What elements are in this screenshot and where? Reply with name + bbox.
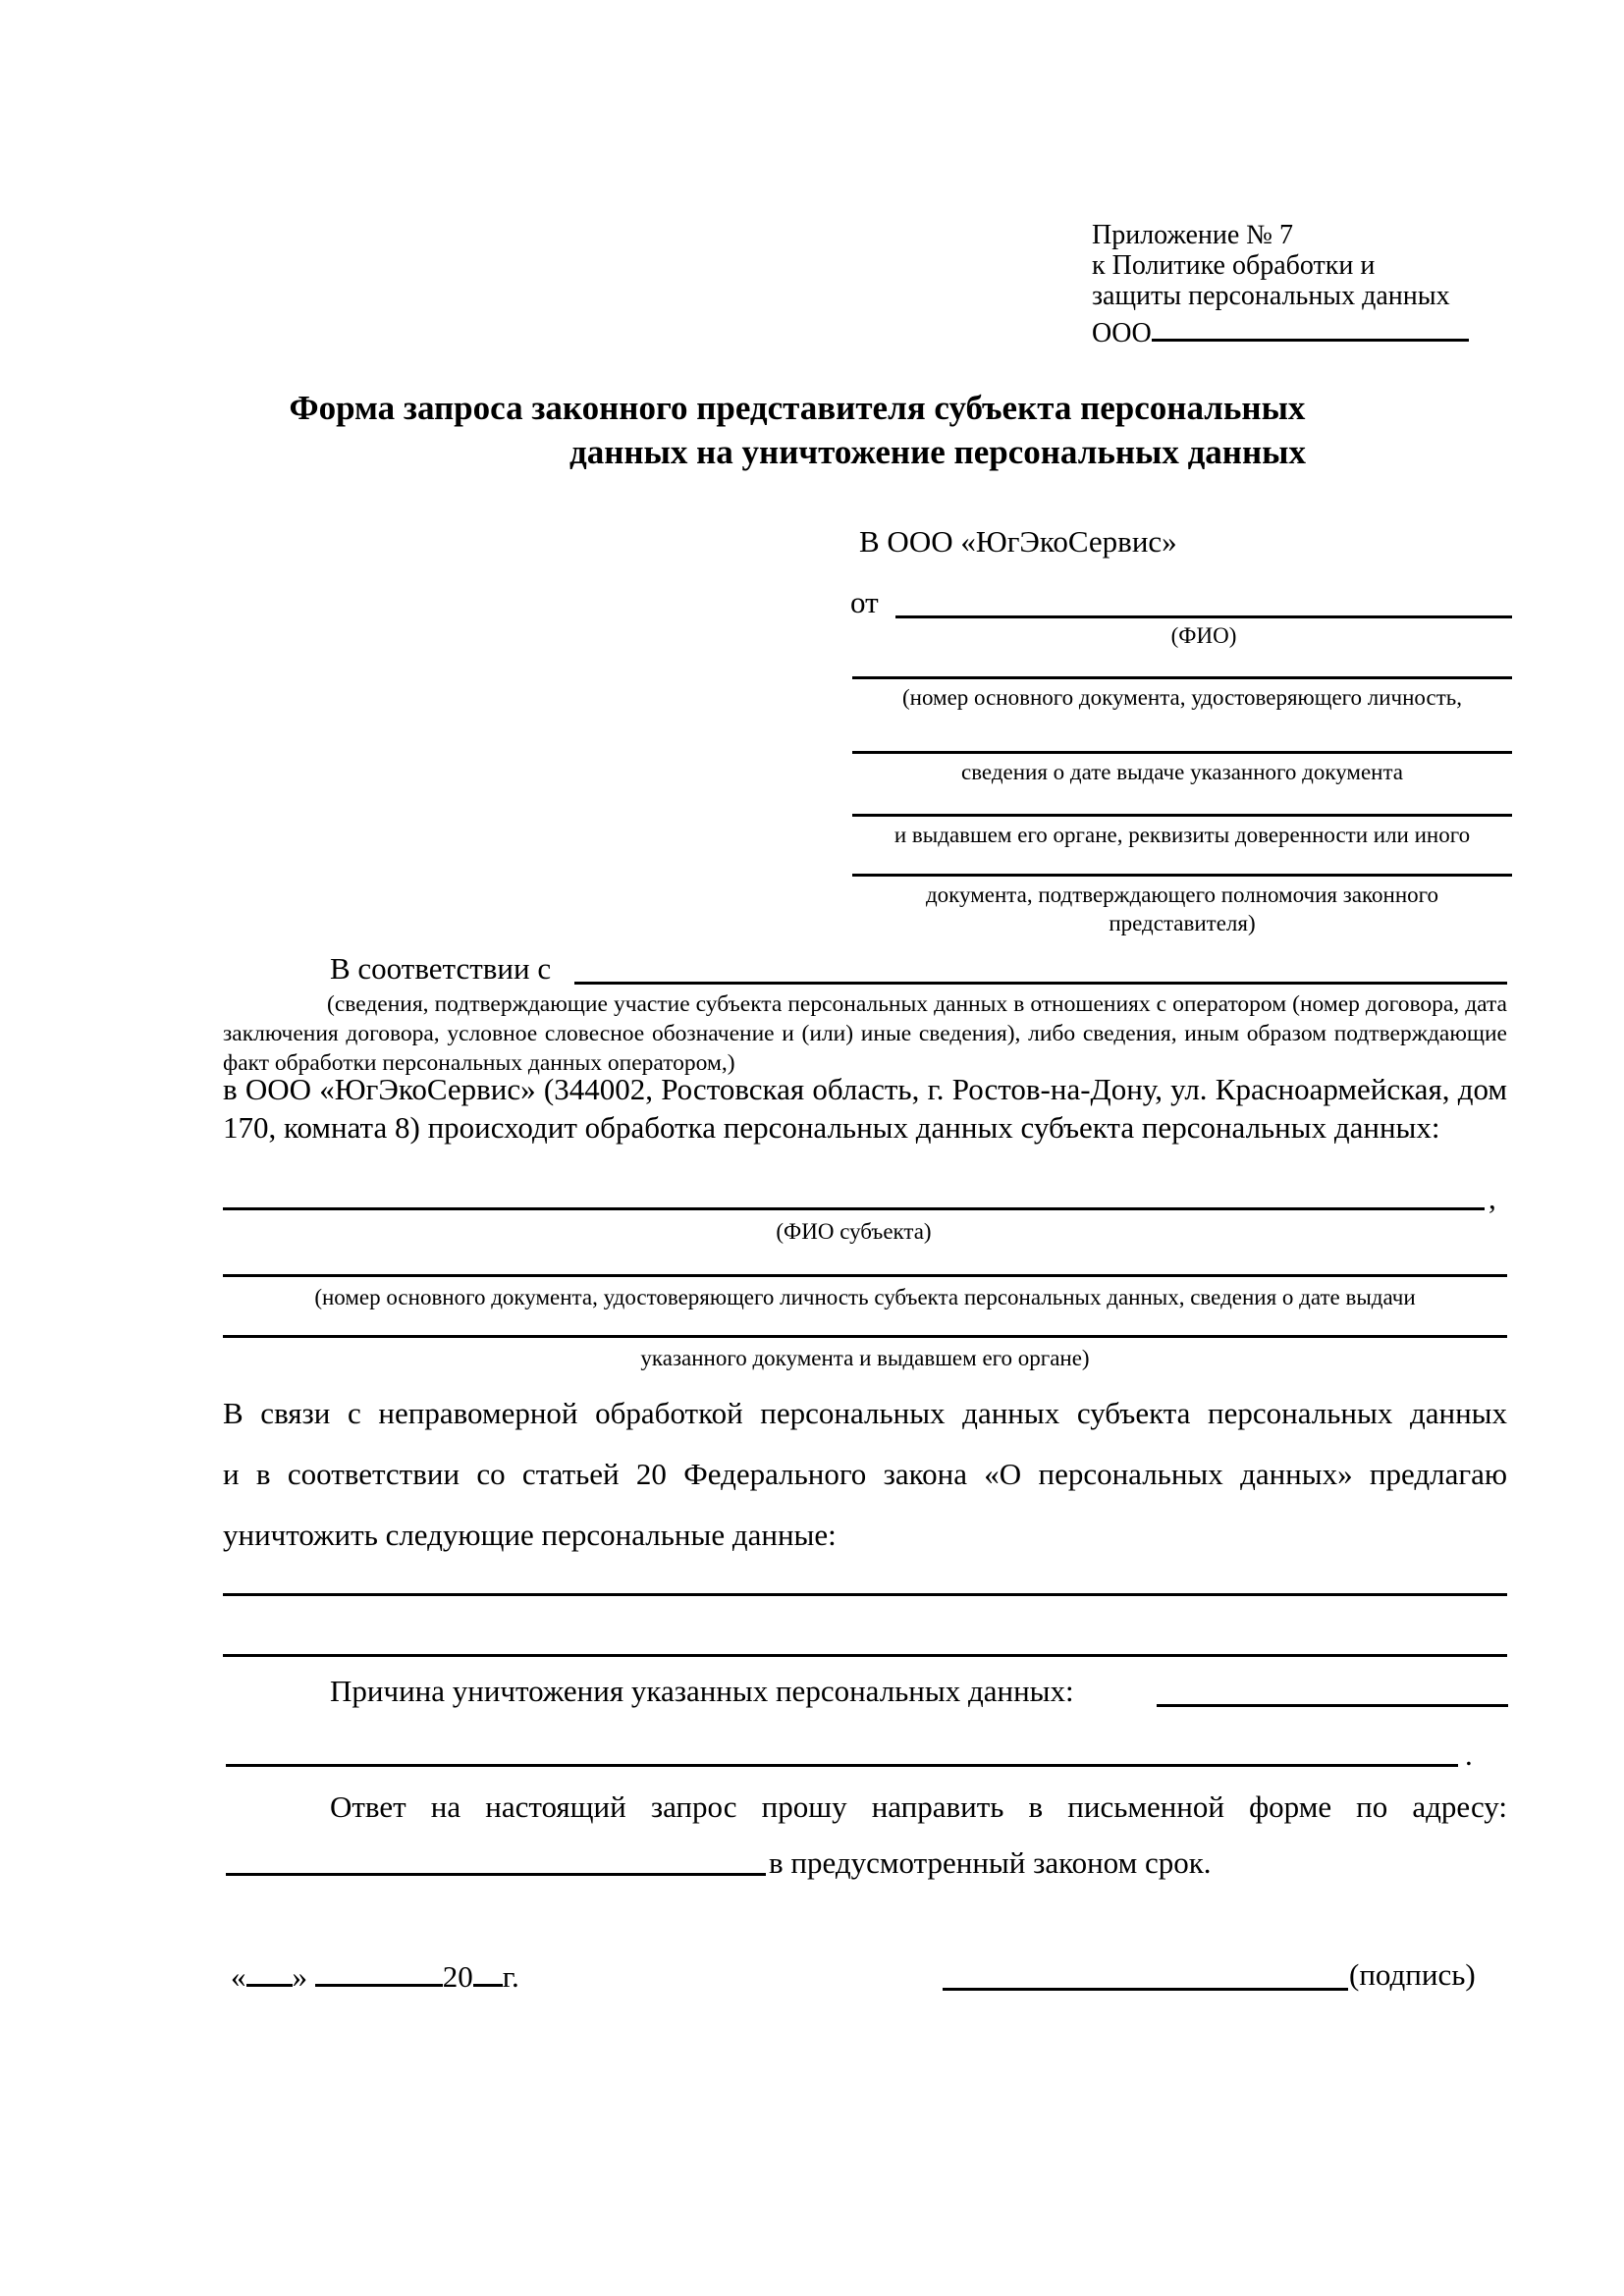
form-title-line-2: данных на уничтожение персональных данных — [569, 433, 1306, 471]
appendix-note-line-3: защиты персональных данных — [1092, 281, 1450, 311]
answer-address-blank-line — [226, 1873, 766, 1876]
form-title-line-1: Форма запроса законного представителя субъекта персональных — [289, 389, 1306, 427]
reason-blank-line-short — [1157, 1704, 1508, 1707]
subject-doc2-blank-line — [223, 1335, 1507, 1338]
subject-fio-caption: (ФИО субъекта) — [776, 1219, 932, 1244]
fio-caption: (ФИО) — [1170, 623, 1237, 648]
date-year-blank — [473, 1956, 503, 1987]
subject-fio-blank-line — [223, 1207, 1485, 1210]
appendix-note-line-1: Приложение № 7 — [1092, 220, 1293, 250]
subject-doc2-caption: указанного документа и выдавшем его органе) — [640, 1346, 1090, 1370]
identity-doc-caption: (номер основного документа, удостоверяющего личность, — [901, 685, 1462, 710]
accordance-note: (сведения, подтверждающие участие субъекта персональных данных в отношениях с оператором (номер договора, дата заключения договора, условное словесное обозначение и (или) иные сведения), либо сведения, иным образом подтверждающие факт обработки персональных данных оператором,) — [223, 991, 1507, 1076]
request-paragraph-line-2: и в соответствии со статьей 20 Федерального закона «О персональных данных» предлагаю — [223, 1457, 1507, 1491]
date-month-blank — [315, 1956, 443, 1987]
answer-paragraph-line-2: в предусмотренный законом срок. — [769, 1845, 1212, 1880]
accordance-lead: В соответствии с — [330, 951, 552, 986]
from-name-blank-line — [895, 615, 1512, 618]
subject-doc-caption: (номер основного документа, удостоверяющего личность субъекта персональных данных, сведения о дате выдачи — [314, 1285, 1416, 1309]
answer-paragraph-line-1: Ответ на настоящий запрос прошу направить в письменной форме по адресу: — [330, 1789, 1507, 1824]
appendix-note-company-line — [1092, 311, 1514, 348]
subject-fio-trailing-comma: , — [1489, 1181, 1496, 1215]
operator-processing-paragraph: в ООО «ЮгЭкоСервис» (344002, Ростовская область, г. Ростов-на-Дону, ул. Красноармейская, дом 170, комната 8) происходит обработка персональных данных субъекта персональных данных: — [223, 1072, 1507, 1145]
date-day-blank — [246, 1956, 293, 1987]
from-label: от — [850, 585, 879, 619]
date-year-suffix: г. — [502, 1959, 519, 1994]
date-quote-open: « — [231, 1959, 246, 1994]
authority-doc-caption: документа, подтверждающего полномочия законного представителя) — [925, 882, 1438, 935]
subject-doc-blank-line — [223, 1274, 1507, 1277]
signature-blank-line — [943, 1988, 1348, 1991]
issue-date-caption: сведения о дате выдаче указанного документа — [960, 760, 1404, 784]
reason-blank-line-long — [226, 1764, 1458, 1767]
request-paragraph-line-1: В связи с неправомерной обработкой персональных данных субъекта персональных данных — [223, 1396, 1507, 1430]
data-to-destroy-blank-line-1 — [223, 1593, 1507, 1596]
issuing-authority-caption: и выдавшем его органе, реквизиты доверенности или иного — [893, 823, 1471, 847]
signature-caption: (подпись) — [1349, 1957, 1476, 1992]
issuing-authority-blank-line — [852, 814, 1512, 817]
accordance-blank-line — [574, 982, 1507, 985]
addressee-company: В ООО «ЮгЭкоСервис» — [859, 524, 1177, 559]
date-field — [231, 1956, 519, 1996]
appendix-note-line-2: к Политике обработки и — [1092, 250, 1376, 281]
appendix-note — [1092, 220, 1514, 348]
reason-line-period: . — [1465, 1737, 1473, 1772]
issue-date-blank-line — [852, 751, 1512, 754]
date-quote-close: » — [292, 1959, 307, 1994]
request-paragraph-line-3: уничтожить следующие персональные данные: — [223, 1518, 837, 1552]
identity-doc-blank-line — [852, 676, 1512, 679]
reason-label: Причина уничтожения указанных персональных данных: — [330, 1674, 1074, 1708]
authority-doc-blank-line — [852, 874, 1512, 877]
data-to-destroy-blank-line-2 — [223, 1654, 1507, 1657]
company-name-blank-line — [1152, 311, 1469, 342]
company-prefix: ООО — [1092, 318, 1152, 348]
date-year-prefix: 20 — [442, 1959, 473, 1994]
